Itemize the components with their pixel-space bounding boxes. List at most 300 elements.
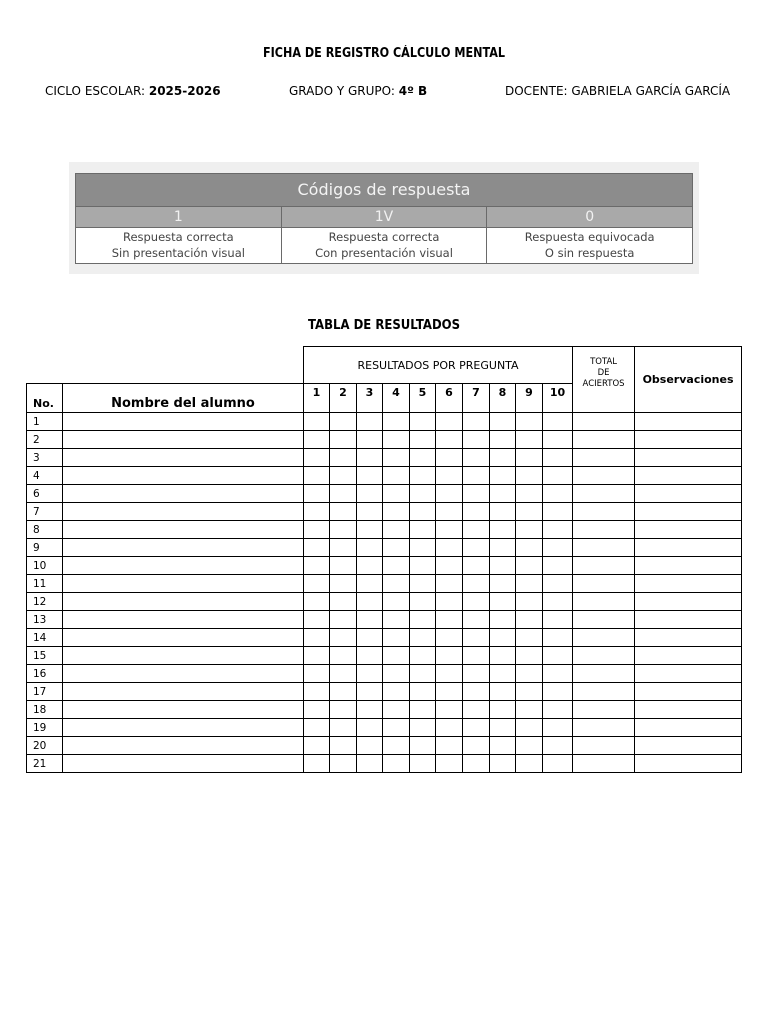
table-row <box>27 449 742 467</box>
observaciones-cell[interactable] <box>635 413 742 431</box>
answer-cell[interactable] <box>357 719 383 737</box>
answer-cell[interactable] <box>543 557 573 575</box>
answer-cell[interactable] <box>490 539 516 557</box>
answer-cell[interactable] <box>543 521 573 539</box>
answer-cell[interactable] <box>304 557 330 575</box>
code-description-line: Respuesta correcta <box>122 230 234 244</box>
student-name-cell[interactable] <box>63 413 304 431</box>
answer-cell[interactable] <box>330 485 357 503</box>
answer-cell[interactable] <box>516 665 543 683</box>
answer-cell[interactable] <box>357 665 383 683</box>
answer-cell[interactable] <box>357 575 383 593</box>
answer-cell[interactable] <box>330 539 357 557</box>
observaciones-cell[interactable] <box>635 665 742 683</box>
answer-cell[interactable] <box>436 683 463 701</box>
answer-cell[interactable] <box>543 485 573 503</box>
row-number: 18 <box>27 701 63 719</box>
answer-cell[interactable] <box>543 737 573 755</box>
observaciones-cell[interactable] <box>635 719 742 737</box>
observaciones-cell[interactable] <box>635 647 742 665</box>
answer-cell[interactable] <box>304 701 330 719</box>
answer-cell[interactable] <box>543 449 573 467</box>
answer-cell[interactable] <box>330 665 357 683</box>
student-name-cell[interactable] <box>63 503 304 521</box>
answer-cell[interactable] <box>357 611 383 629</box>
answer-cell[interactable] <box>543 701 573 719</box>
observaciones-cell[interactable] <box>635 431 742 449</box>
answer-cell[interactable] <box>516 719 543 737</box>
answer-cell[interactable] <box>490 611 516 629</box>
answer-cell[interactable] <box>330 593 357 611</box>
answer-cell[interactable] <box>463 611 490 629</box>
table-row <box>27 539 742 557</box>
answer-cell[interactable] <box>357 503 383 521</box>
answer-cell[interactable] <box>543 647 573 665</box>
total-cell[interactable] <box>573 755 635 773</box>
answer-cell[interactable] <box>383 521 410 539</box>
total-aciertos-header <box>573 347 635 413</box>
answer-cell[interactable] <box>383 683 410 701</box>
total-cell[interactable] <box>573 719 635 737</box>
answer-cell[interactable] <box>463 557 490 575</box>
answer-cell[interactable] <box>436 647 463 665</box>
answer-cell[interactable] <box>516 629 543 647</box>
total-cell[interactable] <box>573 665 635 683</box>
answer-cell[interactable] <box>543 629 573 647</box>
ciclo-escolar-value: 2025-2026 <box>148 84 221 98</box>
row-number: 2 <box>27 431 63 449</box>
answer-cell[interactable] <box>304 611 330 629</box>
answer-cell[interactable] <box>543 413 573 431</box>
table-row <box>27 467 742 485</box>
answer-cell[interactable] <box>410 539 436 557</box>
answer-cell[interactable] <box>330 629 357 647</box>
answer-cell[interactable] <box>410 719 436 737</box>
total-cell[interactable] <box>573 683 635 701</box>
answer-cell[interactable] <box>463 503 490 521</box>
answer-cell[interactable] <box>383 413 410 431</box>
observaciones-cell[interactable] <box>635 485 742 503</box>
code-description <box>487 228 692 263</box>
answer-cell[interactable] <box>383 629 410 647</box>
answer-cell[interactable] <box>410 467 436 485</box>
answer-cell[interactable] <box>383 755 410 773</box>
student-name-cell[interactable] <box>63 539 304 557</box>
answer-cell[interactable] <box>490 467 516 485</box>
answer-cell[interactable] <box>410 629 436 647</box>
answer-cell[interactable] <box>410 701 436 719</box>
answer-cell[interactable] <box>357 701 383 719</box>
answer-cell[interactable] <box>357 593 383 611</box>
answer-cell[interactable] <box>490 737 516 755</box>
student-name-cell[interactable] <box>63 593 304 611</box>
row-number: 10 <box>27 557 63 575</box>
row-number: 11 <box>27 575 63 593</box>
answer-cell[interactable] <box>490 629 516 647</box>
answer-cell[interactable] <box>436 503 463 521</box>
answer-cell[interactable] <box>357 539 383 557</box>
row-number: 15 <box>27 647 63 665</box>
total-cell[interactable] <box>573 539 635 557</box>
code-description-line: Respuesta equivocada <box>524 230 655 244</box>
table-row <box>27 557 742 575</box>
answer-cell[interactable] <box>304 629 330 647</box>
total-cell[interactable] <box>573 413 635 431</box>
answer-cell[interactable] <box>410 755 436 773</box>
row-number: 16 <box>27 665 63 683</box>
answer-cell[interactable] <box>357 485 383 503</box>
student-name-cell[interactable] <box>63 557 304 575</box>
answer-cell[interactable] <box>490 683 516 701</box>
code-description <box>282 228 488 263</box>
answer-cell[interactable] <box>436 467 463 485</box>
answer-cell[interactable] <box>436 629 463 647</box>
question-header: 2 <box>330 384 357 413</box>
answer-cell[interactable] <box>410 575 436 593</box>
answer-cell[interactable] <box>516 647 543 665</box>
answer-cell[interactable] <box>436 719 463 737</box>
student-name-cell[interactable] <box>63 755 304 773</box>
question-header: 7 <box>463 384 490 413</box>
answer-cell[interactable] <box>463 485 490 503</box>
answer-cell[interactable] <box>383 647 410 665</box>
answer-cell[interactable] <box>410 557 436 575</box>
answer-cell[interactable] <box>463 593 490 611</box>
answer-cell[interactable] <box>490 575 516 593</box>
answer-cell[interactable] <box>490 755 516 773</box>
answer-cell[interactable] <box>383 557 410 575</box>
student-name-cell[interactable] <box>63 701 304 719</box>
answer-cell[interactable] <box>463 665 490 683</box>
answer-cell[interactable] <box>436 449 463 467</box>
answer-cell[interactable] <box>383 719 410 737</box>
observaciones-cell[interactable] <box>635 449 742 467</box>
answer-cell[interactable] <box>410 683 436 701</box>
answer-cell[interactable] <box>357 647 383 665</box>
answer-cell[interactable] <box>383 593 410 611</box>
student-name-cell[interactable] <box>63 575 304 593</box>
answer-cell[interactable] <box>330 503 357 521</box>
observaciones-cell[interactable] <box>635 557 742 575</box>
total-cell[interactable] <box>573 575 635 593</box>
answer-cell[interactable] <box>304 431 330 449</box>
answer-cell[interactable] <box>543 755 573 773</box>
answer-cell[interactable] <box>330 521 357 539</box>
table-row <box>27 431 742 449</box>
observaciones-cell[interactable] <box>635 539 742 557</box>
student-name-cell[interactable] <box>63 737 304 755</box>
answer-cell[interactable] <box>383 611 410 629</box>
answer-cell[interactable] <box>410 665 436 683</box>
answer-cell[interactable] <box>543 719 573 737</box>
table-row <box>27 737 742 755</box>
answer-cell[interactable] <box>304 665 330 683</box>
student-name-cell[interactable] <box>63 665 304 683</box>
total-cell[interactable] <box>573 503 635 521</box>
observaciones-header: Observaciones <box>635 347 742 413</box>
answer-cell[interactable] <box>516 521 543 539</box>
response-codes-keys <box>76 207 692 228</box>
answer-cell[interactable] <box>463 539 490 557</box>
student-name-cell[interactable] <box>63 431 304 449</box>
answer-cell[interactable] <box>330 575 357 593</box>
answer-cell[interactable] <box>383 431 410 449</box>
table-row <box>27 485 742 503</box>
answer-cell[interactable] <box>357 521 383 539</box>
answer-cell[interactable] <box>304 449 330 467</box>
answer-cell[interactable] <box>436 611 463 629</box>
answer-cell[interactable] <box>490 413 516 431</box>
answer-cell[interactable] <box>304 647 330 665</box>
answer-cell[interactable] <box>463 629 490 647</box>
answer-cell[interactable] <box>516 467 543 485</box>
observaciones-cell[interactable] <box>635 521 742 539</box>
answer-cell[interactable] <box>490 521 516 539</box>
answer-cell[interactable] <box>357 467 383 485</box>
answer-cell[interactable] <box>463 467 490 485</box>
student-name-cell[interactable] <box>63 467 304 485</box>
answer-cell[interactable] <box>330 647 357 665</box>
answer-cell[interactable] <box>516 755 543 773</box>
answer-cell[interactable] <box>304 575 330 593</box>
answer-cell[interactable] <box>330 701 357 719</box>
code-description-line: Sin presentación visual <box>111 246 245 260</box>
total-cell[interactable] <box>573 521 635 539</box>
answer-cell[interactable] <box>357 755 383 773</box>
answer-cell[interactable] <box>463 701 490 719</box>
answer-cell[interactable] <box>516 485 543 503</box>
answer-cell[interactable] <box>410 431 436 449</box>
answer-cell[interactable] <box>516 611 543 629</box>
answer-cell[interactable] <box>383 539 410 557</box>
answer-cell[interactable] <box>304 413 330 431</box>
total-cell[interactable] <box>573 611 635 629</box>
answer-cell[interactable] <box>463 719 490 737</box>
answer-cell[interactable] <box>357 557 383 575</box>
answer-cell[interactable] <box>490 557 516 575</box>
observaciones-cell[interactable] <box>635 737 742 755</box>
answer-cell[interactable] <box>383 737 410 755</box>
answer-cell[interactable] <box>463 521 490 539</box>
answer-cell[interactable] <box>330 557 357 575</box>
answer-cell[interactable] <box>543 575 573 593</box>
answer-cell[interactable] <box>490 647 516 665</box>
answer-cell[interactable] <box>330 683 357 701</box>
answer-cell[interactable] <box>543 467 573 485</box>
answer-cell[interactable] <box>383 701 410 719</box>
answer-cell[interactable] <box>330 413 357 431</box>
answer-cell[interactable] <box>516 449 543 467</box>
answer-cell[interactable] <box>516 539 543 557</box>
answer-cell[interactable] <box>516 683 543 701</box>
answer-cell[interactable] <box>463 431 490 449</box>
observaciones-cell[interactable] <box>635 611 742 629</box>
answer-cell[interactable] <box>304 755 330 773</box>
table-row <box>27 665 742 683</box>
answer-cell[interactable] <box>516 431 543 449</box>
answer-cell[interactable] <box>436 755 463 773</box>
row-number: 8 <box>27 521 63 539</box>
answer-cell[interactable] <box>436 521 463 539</box>
answer-cell[interactable] <box>516 593 543 611</box>
student-name-header: Nombre del alumno <box>63 384 304 413</box>
answer-cell[interactable] <box>383 575 410 593</box>
answer-cell[interactable] <box>304 593 330 611</box>
answer-cell[interactable] <box>330 467 357 485</box>
answer-cell[interactable] <box>410 485 436 503</box>
answer-cell[interactable] <box>436 593 463 611</box>
observaciones-cell[interactable] <box>635 467 742 485</box>
observaciones-cell[interactable] <box>635 503 742 521</box>
answer-cell[interactable] <box>330 719 357 737</box>
answer-cell[interactable] <box>383 467 410 485</box>
answer-cell[interactable] <box>463 755 490 773</box>
observaciones-cell[interactable] <box>635 575 742 593</box>
answer-cell[interactable] <box>383 449 410 467</box>
answer-cell[interactable] <box>436 737 463 755</box>
response-codes-heading: Códigos de respuesta <box>76 174 692 207</box>
answer-cell[interactable] <box>410 647 436 665</box>
total-cell[interactable] <box>573 485 635 503</box>
answer-cell[interactable] <box>436 485 463 503</box>
answer-cell[interactable] <box>490 431 516 449</box>
answer-cell[interactable] <box>357 449 383 467</box>
observaciones-cell[interactable] <box>635 701 742 719</box>
answer-cell[interactable] <box>304 503 330 521</box>
question-header: 3 <box>357 384 383 413</box>
answer-cell[interactable] <box>463 683 490 701</box>
answer-cell[interactable] <box>463 737 490 755</box>
answer-cell[interactable] <box>543 539 573 557</box>
answer-cell[interactable] <box>383 503 410 521</box>
answer-cell[interactable] <box>304 719 330 737</box>
results-per-question-header: RESULTADOS POR PREGUNTA <box>304 347 573 384</box>
answer-cell[interactable] <box>463 413 490 431</box>
answer-cell[interactable] <box>463 575 490 593</box>
answer-cell[interactable] <box>357 737 383 755</box>
answer-cell[interactable] <box>543 593 573 611</box>
student-name-cell[interactable] <box>63 629 304 647</box>
answer-cell[interactable] <box>543 431 573 449</box>
answer-cell[interactable] <box>436 575 463 593</box>
answer-cell[interactable] <box>490 665 516 683</box>
answer-cell[interactable] <box>410 503 436 521</box>
student-name-cell[interactable] <box>63 611 304 629</box>
answer-cell[interactable] <box>516 701 543 719</box>
total-cell[interactable] <box>573 449 635 467</box>
answer-cell[interactable] <box>357 683 383 701</box>
answer-cell[interactable] <box>304 521 330 539</box>
student-name-cell[interactable] <box>63 485 304 503</box>
answer-cell[interactable] <box>436 665 463 683</box>
ciclo-escolar-label: CICLO ESCOLAR: <box>45 84 149 98</box>
table-row <box>27 575 742 593</box>
answer-cell[interactable] <box>304 683 330 701</box>
total-cell[interactable] <box>573 701 635 719</box>
student-name-cell[interactable] <box>63 449 304 467</box>
total-header-line: DE <box>597 368 610 378</box>
answer-cell[interactable] <box>543 503 573 521</box>
answer-cell[interactable] <box>516 413 543 431</box>
student-name-cell[interactable] <box>63 521 304 539</box>
answer-cell[interactable] <box>490 701 516 719</box>
answer-cell[interactable] <box>357 413 383 431</box>
answer-cell[interactable] <box>304 539 330 557</box>
answer-cell[interactable] <box>463 647 490 665</box>
table-row <box>27 413 742 431</box>
student-name-cell[interactable] <box>63 719 304 737</box>
grado-grupo-value: 4º B <box>398 84 428 98</box>
answer-cell[interactable] <box>330 755 357 773</box>
answer-cell[interactable] <box>410 737 436 755</box>
answer-cell[interactable] <box>490 449 516 467</box>
answer-cell[interactable] <box>304 467 330 485</box>
answer-cell[interactable] <box>410 449 436 467</box>
answer-cell[interactable] <box>357 431 383 449</box>
answer-cell[interactable] <box>463 449 490 467</box>
answer-cell[interactable] <box>490 485 516 503</box>
answer-cell[interactable] <box>436 539 463 557</box>
answer-cell[interactable] <box>543 665 573 683</box>
total-cell[interactable] <box>573 737 635 755</box>
answer-cell[interactable] <box>383 665 410 683</box>
answer-cell[interactable] <box>516 575 543 593</box>
total-cell[interactable] <box>573 467 635 485</box>
answer-cell[interactable] <box>410 611 436 629</box>
answer-cell[interactable] <box>304 485 330 503</box>
question-header: 5 <box>410 384 436 413</box>
answer-cell[interactable] <box>543 683 573 701</box>
answer-cell[interactable] <box>357 629 383 647</box>
response-codes-descriptions <box>76 228 692 263</box>
observaciones-cell[interactable] <box>635 629 742 647</box>
answer-cell[interactable] <box>436 413 463 431</box>
question-header: 1 <box>304 384 330 413</box>
answer-cell[interactable] <box>410 413 436 431</box>
answer-cell[interactable] <box>436 431 463 449</box>
total-cell[interactable] <box>573 593 635 611</box>
total-cell[interactable] <box>573 431 635 449</box>
observaciones-cell[interactable] <box>635 593 742 611</box>
answer-cell[interactable] <box>410 521 436 539</box>
student-name-cell[interactable] <box>63 683 304 701</box>
answer-cell[interactable] <box>516 503 543 521</box>
answer-cell[interactable] <box>410 593 436 611</box>
student-name-cell[interactable] <box>63 647 304 665</box>
answer-cell[interactable] <box>543 611 573 629</box>
total-cell[interactable] <box>573 647 635 665</box>
answer-cell[interactable] <box>516 557 543 575</box>
answer-cell[interactable] <box>436 701 463 719</box>
total-cell[interactable] <box>573 557 635 575</box>
observaciones-cell[interactable] <box>635 683 742 701</box>
answer-cell[interactable] <box>330 449 357 467</box>
question-header: 9 <box>516 384 543 413</box>
answer-cell[interactable] <box>330 611 357 629</box>
answer-cell[interactable] <box>436 557 463 575</box>
observaciones-cell[interactable] <box>635 755 742 773</box>
answer-cell[interactable] <box>490 503 516 521</box>
total-cell[interactable] <box>573 629 635 647</box>
answer-cell[interactable] <box>516 737 543 755</box>
answer-cell[interactable] <box>490 593 516 611</box>
answer-cell[interactable] <box>330 431 357 449</box>
answer-cell[interactable] <box>304 737 330 755</box>
answer-cell[interactable] <box>383 485 410 503</box>
no-header: No. <box>27 384 63 413</box>
answer-cell[interactable] <box>330 737 357 755</box>
answer-cell[interactable] <box>490 719 516 737</box>
